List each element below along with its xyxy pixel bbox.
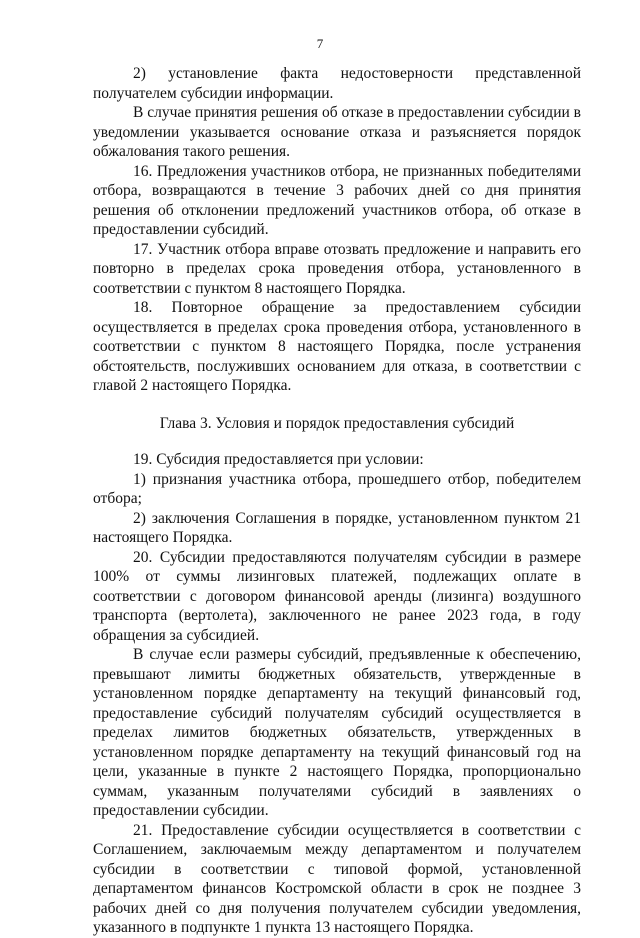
paragraph-16: 16. Предложения участников отбора, не признанных победителями отбора, возвращаются в течение 3 рабочих дней со дня принятия решения об отклонении предложений участников отбора, об отказе в предоставлении субсидий.: [93, 162, 581, 238]
paragraph-item-2-refusal-reason: 2) установление факта недостоверности представленной получателем субсидии информации.: [93, 65, 581, 102]
paragraph-19: 19. Субсидия предоставляется при условии:: [133, 451, 424, 468]
paragraph-19-item-2: 2) заключения Соглашения в порядке, установленном пунктом 21 настоящего Порядка.: [93, 509, 581, 546]
paragraph-17: 17. Участник отбора вправе отозвать предложение и направить его повторно в пределах срока проведения отбора, установленного в соответствии с пунктом 8 настоящего Порядка.: [93, 240, 581, 297]
page-number: 7: [316, 36, 324, 51]
document-body: [93, 64, 581, 938]
paragraph-20-limits: В случае если размеры субсидий, предъявленные к обеспечению, превышают лимиты бюджетных обязательств, утвержденные в установленном порядке департаменту на текущий финансовый год, предоставление субсидий получателям субсидий осуществляется в пределах лимитов бюджетных обязательств, утвержденных в установленном порядке департаменту на текущий финансовый год на цели, указанные в пункте 2 настоящего Порядка, пропорционально суммам, указанным получателями субсидий в заявлениях о предоставлении субсидии.: [93, 646, 581, 819]
paragraph-21: 21. Предоставление субсидии осуществляется в соответствии с Соглашением, заключаемым между департаментом и получателем субсидии в соответствии с типовой формой, установленной департаментом финансов Костромской области в срок не позднее 3 рабочих дней со дня получения получателем субсидии уведомления, указанного в подпункте 1 пункта 13 настоящего Порядка.: [93, 821, 581, 936]
paragraph-19-item-1: 1) признания участника отбора, прошедшего отбор, победителем отбора;: [93, 470, 581, 507]
paragraph-20: 20. Субсидии предоставляются получателям субсидии в размере 100% от суммы лизинговых платежей, подлежащих оплате в соответствии с договором финансовой аренды (лизинга) воздушного транспорта (вертолета), заключенного не ранее 2023 года, в году обращения за субсидией.: [93, 548, 581, 644]
paragraph-refusal-notice: В случае принятия решения об отказе в предоставлении субсидии в уведомлении указывается основание отказа и разъясняется порядок обжалования такого решения.: [93, 104, 581, 160]
chapter-heading: Глава 3. Условия и порядок предоставления субсидий: [159, 414, 515, 432]
paragraph-18: 18. Повторное обращение за предоставлением субсидии осуществляется в пределах срока проведения отбора, установленного в соответствии с пунктом 8 настоящего Порядка, после устранения обстоятельств, послуживших основанием для отказа, в соответствии с главой 2 настоящего Порядка.: [93, 299, 581, 394]
